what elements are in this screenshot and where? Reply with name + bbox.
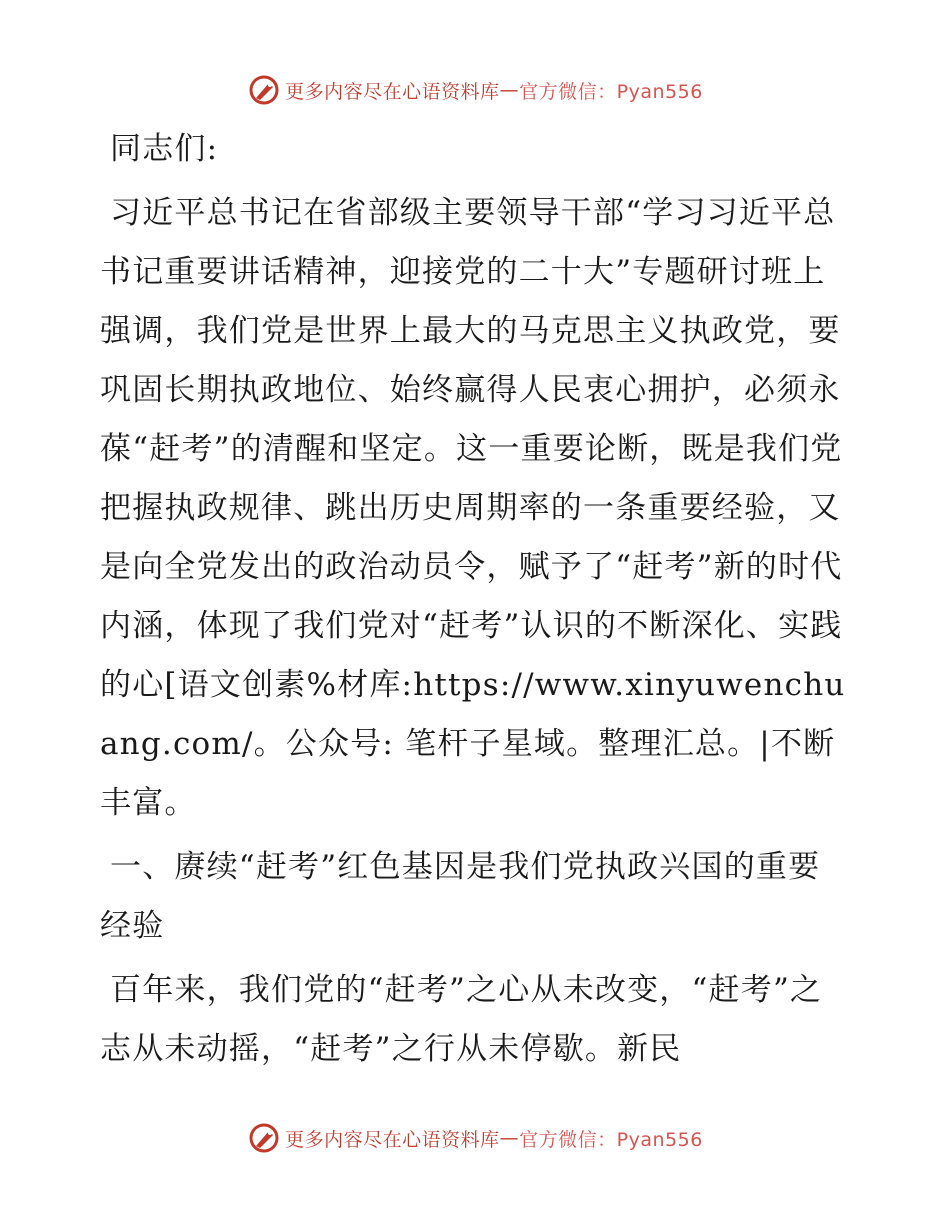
watermark-wechat-text: 官方微信：Pyan556 [519, 1128, 703, 1151]
header-watermark [0, 70, 950, 110]
section-heading: 一、赓续“赶考”红色基因是我们党执政兴国的重要经验 [100, 849, 821, 944]
pen-nib-circle-icon [247, 73, 281, 107]
watermark-site-text: 更多内容尽在心语资料库 [285, 1128, 500, 1151]
document-body [100, 120, 850, 1079]
watermark-site-text: 更多内容尽在心语资料库 [285, 80, 500, 103]
section-paragraph: 百年来，我们党的“赶考”之心从未改变，“赶考”之志从未动摇，“赶考”之行从未停歇。新民 [100, 972, 823, 1067]
salutation: 同志们: [110, 131, 219, 167]
watermark-wechat-text: 官方微信：Pyan556 [519, 80, 703, 103]
footer-watermark [0, 1118, 950, 1158]
watermark-separator: — [499, 79, 520, 101]
watermark-separator: — [499, 1127, 520, 1149]
intro-paragraph: 习近平总书记在省部级主要领导干部“学习习近平总书记重要讲话精神，迎接党的二十大”专题研讨班上强调，我们党是世界上最大的马克思主义执政党，要巩固长期执政地位、始终赢得人民衷心拥护，必须永葆“赶考”的清醒和坚定。这一重要论断，既是我们党把握执政规律、跳出历史周期率的一条重要经验，又是向全党发出的政治动员令，赋予了“赶考”新的时代内涵，体现了我们党对“赶考”认识的不断深化、实践的心[语文创素%材库:https://www.xinyuwenchuang.com/。公众号: 笔杆子星域。整理汇总。|不断丰富。 [100, 195, 846, 821]
pen-nib-circle-icon [247, 1121, 281, 1155]
